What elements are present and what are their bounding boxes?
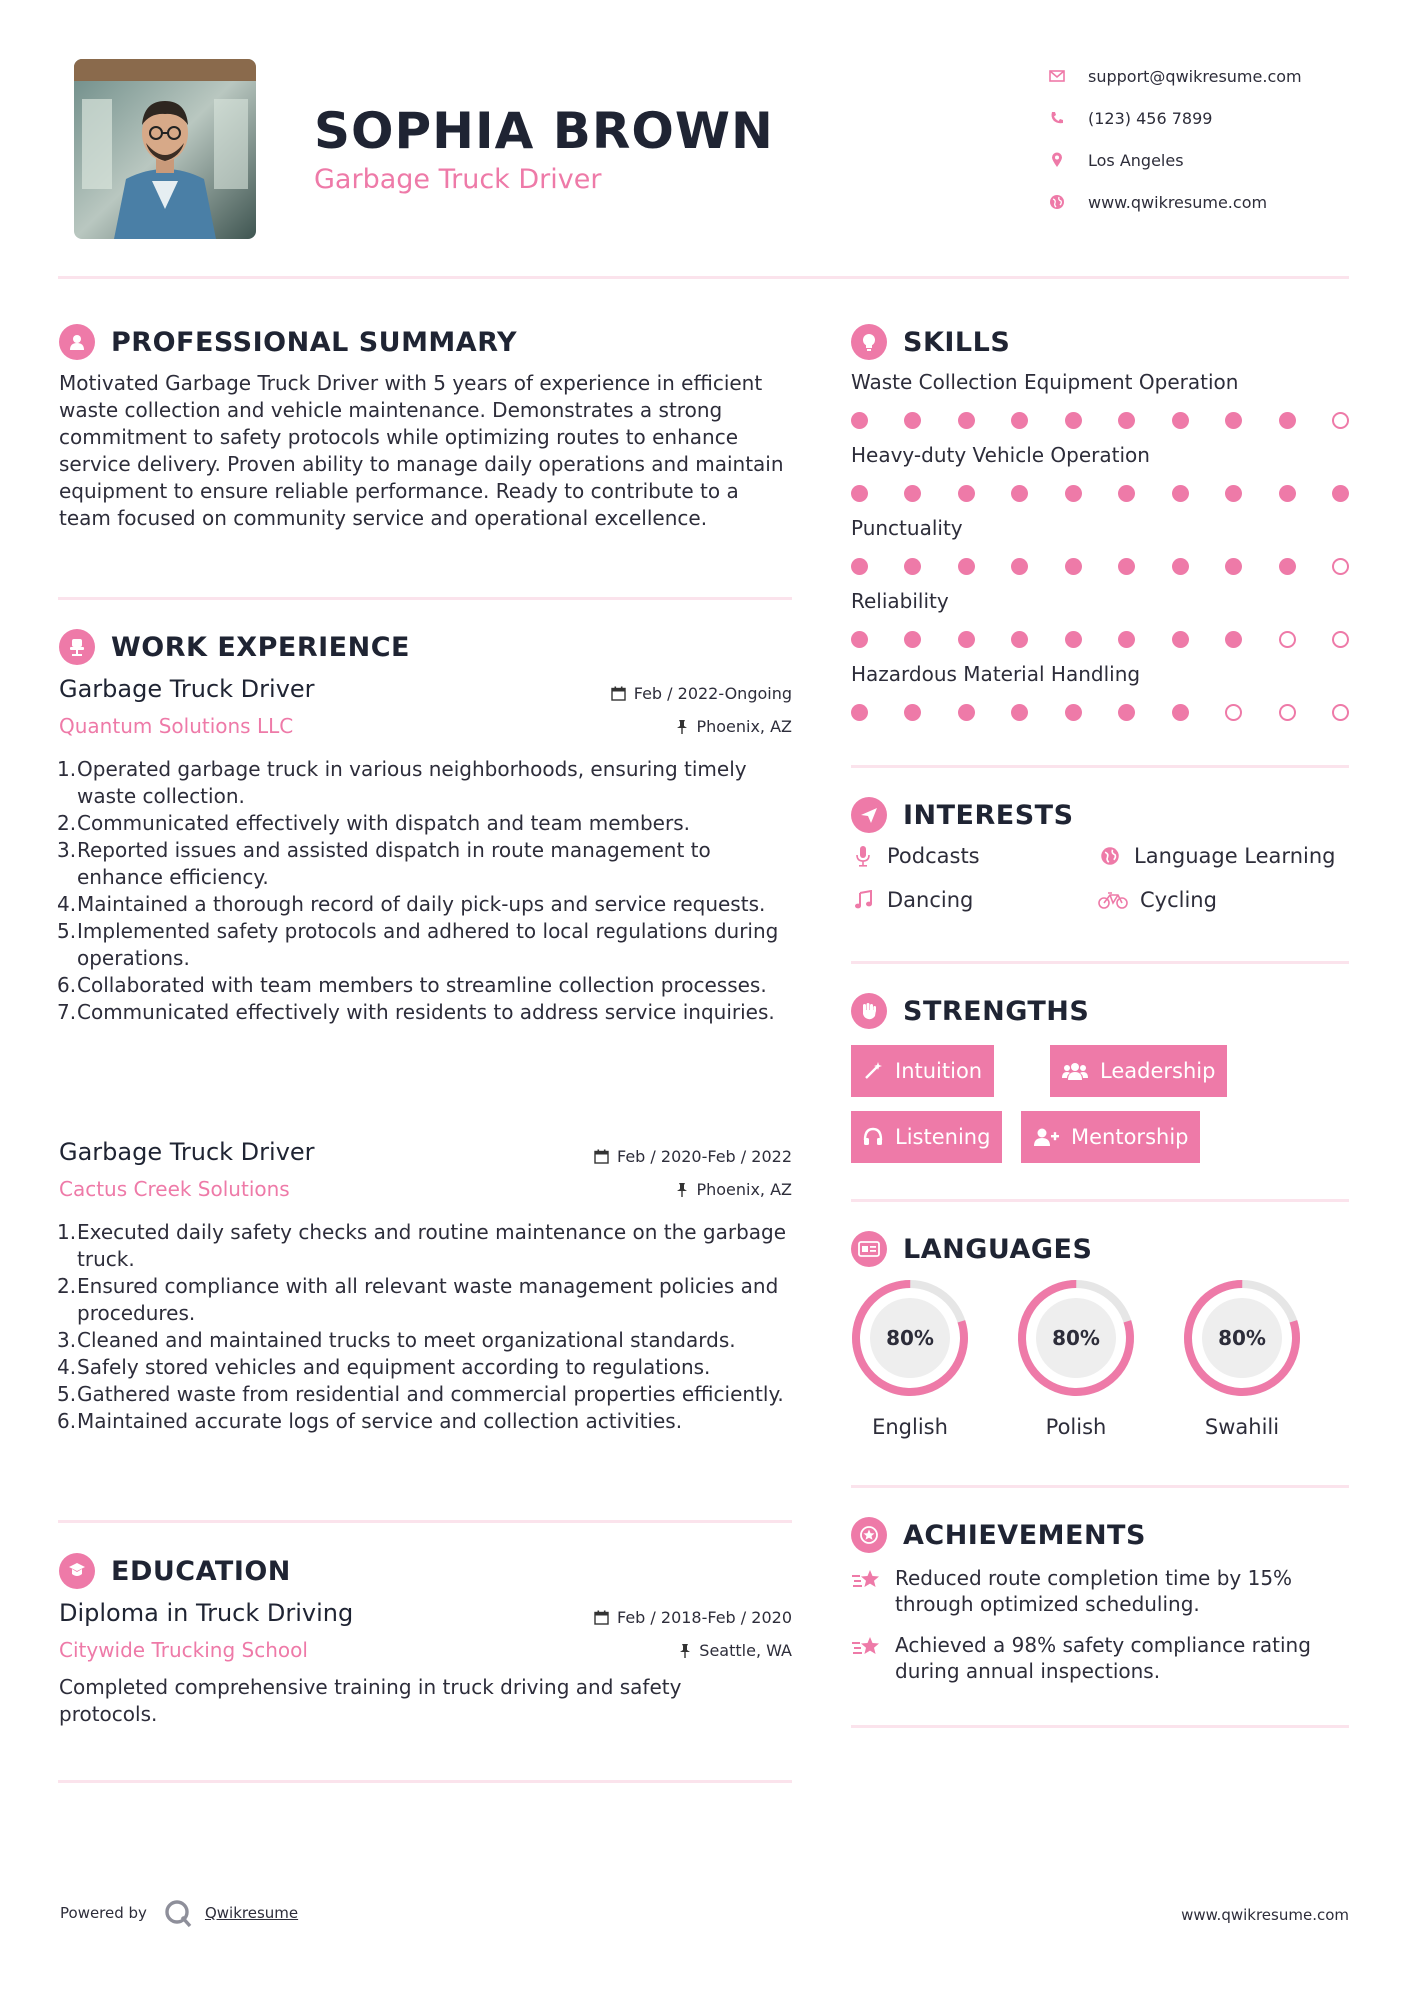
contact-phone[interactable] bbox=[1048, 97, 1378, 139]
education-location bbox=[679, 1641, 792, 1660]
job-location bbox=[676, 717, 792, 736]
powered-by-label: Powered by bbox=[60, 1904, 147, 1922]
contact-website-text: www.qwikresume.com bbox=[1088, 192, 1268, 212]
education-divider bbox=[58, 1780, 792, 1783]
rating-dot-filled bbox=[1279, 412, 1296, 429]
job-dates-text: Feb / 2020-Feb / 2022 bbox=[617, 1147, 792, 1166]
list-item: 2. Ensured compliance with all relevant waste management policies and procedures. bbox=[57, 1274, 779, 1325]
rating-dot-filled bbox=[1118, 485, 1135, 502]
language-percent: 80% bbox=[1218, 1326, 1266, 1350]
language-percent: 80% bbox=[886, 1326, 934, 1350]
achievement-item bbox=[851, 1632, 1351, 1684]
interest-item bbox=[851, 844, 980, 868]
language-name: English bbox=[872, 1415, 948, 1439]
skills-title: SKILLS bbox=[903, 326, 1011, 358]
job-responsibilities bbox=[59, 756, 799, 1026]
globe-icon bbox=[1098, 846, 1122, 866]
paper-plane-icon bbox=[851, 797, 887, 833]
candidate-name: SOPHIA BROWN bbox=[314, 102, 774, 160]
magic-wand-icon bbox=[863, 1061, 883, 1081]
education-dates bbox=[594, 1608, 792, 1627]
map-pin-icon bbox=[1048, 151, 1066, 169]
rating-dot-filled bbox=[851, 485, 868, 502]
rating-dot-filled bbox=[1011, 485, 1028, 502]
rating-dot-filled bbox=[904, 412, 921, 429]
list-item: 6. Collaborated with team members to streamline collection processes. bbox=[57, 973, 767, 997]
music-note-icon bbox=[851, 890, 875, 910]
id-card-icon bbox=[851, 1231, 887, 1267]
rating-dot-filled bbox=[958, 631, 975, 648]
job-dates bbox=[611, 684, 792, 703]
rating-dot-filled bbox=[1011, 412, 1028, 429]
skill-name: Hazardous Material Handling bbox=[851, 662, 1141, 686]
experience-title: WORK EXPERIENCE bbox=[111, 631, 410, 663]
list-item: 2. Communicated effectively with dispatch and team members. bbox=[57, 811, 690, 835]
job-company: Cactus Creek Solutions bbox=[59, 1177, 290, 1201]
list-item: 5. Gathered waste from residential and commercial properties efficiently. bbox=[57, 1382, 784, 1406]
graduate-icon bbox=[59, 1553, 95, 1589]
list-item: 3. Cleaned and maintained trucks to meet organizational standards. bbox=[57, 1328, 736, 1352]
rating-dot-filled bbox=[904, 631, 921, 648]
rating-dot-filled bbox=[1011, 558, 1028, 575]
experience-heading bbox=[59, 629, 410, 665]
users-icon bbox=[1062, 1061, 1088, 1081]
rating-dot-filled bbox=[1225, 631, 1242, 648]
skill-name: Waste Collection Equipment Operation bbox=[851, 370, 1239, 394]
languages-divider bbox=[851, 1485, 1349, 1488]
skill-rating bbox=[851, 412, 1349, 429]
star-badge-icon bbox=[851, 1517, 887, 1553]
rating-dot-empty bbox=[1332, 558, 1349, 575]
rating-dot-filled bbox=[1172, 704, 1189, 721]
job-title: Garbage Truck Driver bbox=[59, 675, 315, 703]
language-name: Swahili bbox=[1204, 1415, 1280, 1439]
rating-dot-filled bbox=[851, 704, 868, 721]
rating-dot-filled bbox=[904, 485, 921, 502]
skill-row bbox=[851, 662, 1351, 721]
rating-dot-empty bbox=[1225, 704, 1242, 721]
interest-label: Dancing bbox=[887, 888, 974, 912]
language-item bbox=[1015, 1277, 1137, 1439]
language-ring bbox=[849, 1277, 971, 1399]
contact-website[interactable] bbox=[1048, 181, 1378, 223]
skill-row bbox=[851, 516, 1351, 575]
job-company: Quantum Solutions LLC bbox=[59, 714, 294, 738]
summary-text: Motivated Garbage Truck Driver with 5 years of experience in efficient waste collection and vehicle maintenance. Demonstrates a strong commitment to safety protocols while optimizing routes to enhance service delivery. Proven ability to manage daily operations and maintain equipment to ensure reliable performance. Ready to contribute to a team focused on community service and operational excellence. bbox=[59, 371, 784, 530]
summary-divider bbox=[58, 597, 792, 600]
contact-email-text: support@qwikresume.com bbox=[1088, 66, 1302, 86]
list-item: 5. Implemented safety protocols and adhered to local regulations during operations. bbox=[57, 919, 779, 970]
list-item: 6. Maintained accurate logs of service and collection activities. bbox=[57, 1409, 683, 1433]
rating-dot-filled bbox=[1118, 412, 1135, 429]
list-item: 3. Reported issues and assisted dispatch in route management to enhance efficiency. bbox=[57, 838, 711, 889]
rating-dot-filled bbox=[1172, 558, 1189, 575]
footer-website[interactable]: www.qwikresume.com bbox=[1181, 1906, 1349, 1924]
calendar-icon bbox=[594, 1610, 609, 1625]
rating-dot-filled bbox=[851, 412, 868, 429]
strength-chip bbox=[851, 1111, 1002, 1163]
rating-dot-filled bbox=[1172, 412, 1189, 429]
skill-row bbox=[851, 443, 1351, 502]
job-location-text: Phoenix, AZ bbox=[696, 1180, 792, 1199]
bicycle-icon bbox=[1098, 891, 1128, 909]
rating-dot-filled bbox=[1065, 412, 1082, 429]
user-plus-icon bbox=[1033, 1127, 1059, 1147]
rating-dot-filled bbox=[1118, 558, 1135, 575]
pushpin-icon bbox=[676, 719, 688, 734]
lightbulb-icon bbox=[851, 324, 887, 360]
interests-title: INTERESTS bbox=[903, 799, 1074, 831]
strength-chip bbox=[1050, 1045, 1227, 1097]
list-item: 4. Maintained a thorough record of daily pick-ups and service requests. bbox=[57, 892, 766, 916]
languages-title: LANGUAGES bbox=[903, 1233, 1093, 1265]
skill-rating bbox=[851, 631, 1349, 648]
language-name: Polish bbox=[1045, 1415, 1107, 1439]
education-title: EDUCATION bbox=[111, 1555, 291, 1587]
fist-icon bbox=[851, 993, 887, 1029]
rating-dot-filled bbox=[958, 558, 975, 575]
qwikresume-link[interactable]: Qwikresume bbox=[204, 1904, 299, 1922]
pushpin-icon bbox=[676, 1182, 688, 1197]
contact-email[interactable] bbox=[1048, 55, 1378, 97]
school-name: Citywide Trucking School bbox=[59, 1638, 308, 1662]
rating-dot-filled bbox=[958, 412, 975, 429]
footer-powered-by bbox=[60, 1898, 298, 1928]
rating-dot-empty bbox=[1279, 704, 1296, 721]
interest-item bbox=[851, 888, 973, 912]
rating-dot-filled bbox=[1225, 412, 1242, 429]
interest-label: Cycling bbox=[1140, 888, 1217, 912]
rating-dot-filled bbox=[1225, 558, 1242, 575]
education-location-text: Seattle, WA bbox=[699, 1641, 792, 1660]
languages-heading bbox=[851, 1231, 1092, 1267]
rating-dot-filled bbox=[1011, 704, 1028, 721]
language-percent: 80% bbox=[1052, 1326, 1100, 1350]
strength-chip bbox=[1021, 1111, 1200, 1163]
job-dates-text: Feb / 2022-Ongoing bbox=[633, 684, 792, 703]
contact-location-text: Los Angeles bbox=[1088, 150, 1184, 170]
interests-divider bbox=[851, 961, 1349, 964]
shooting-star-icon bbox=[851, 1565, 883, 1617]
rating-dot-filled bbox=[851, 558, 868, 575]
user-icon bbox=[59, 324, 95, 360]
calendar-icon bbox=[611, 686, 626, 701]
rating-dot-filled bbox=[958, 704, 975, 721]
education-dates-text: Feb / 2018-Feb / 2020 bbox=[617, 1608, 792, 1627]
pushpin-icon bbox=[679, 1643, 691, 1658]
skill-row bbox=[851, 589, 1351, 648]
skill-name: Heavy-duty Vehicle Operation bbox=[851, 443, 1150, 467]
interests-heading bbox=[851, 797, 1074, 833]
skill-row bbox=[851, 370, 1351, 429]
job-dates bbox=[594, 1147, 792, 1166]
achievements-divider bbox=[851, 1725, 1349, 1728]
achievement-text: Reduced route completion time by 15% through optimized scheduling. bbox=[895, 1566, 1293, 1616]
job-location-text: Phoenix, AZ bbox=[696, 717, 792, 736]
calendar-icon bbox=[594, 1149, 609, 1164]
strengths-heading bbox=[851, 993, 1089, 1029]
rating-dot-filled bbox=[1065, 631, 1082, 648]
contact-phone-text: (123) 456 7899 bbox=[1088, 108, 1213, 128]
rating-dot-empty bbox=[1332, 412, 1349, 429]
strength-label: Listening bbox=[895, 1125, 991, 1149]
skill-name: Reliability bbox=[851, 589, 949, 613]
rating-dot-filled bbox=[1118, 631, 1135, 648]
rating-dot-filled bbox=[1065, 485, 1082, 502]
strength-label: Mentorship bbox=[1071, 1125, 1189, 1149]
strength-chip bbox=[851, 1045, 994, 1097]
qwikresume-logo-icon bbox=[163, 1898, 193, 1928]
interest-label: Podcasts bbox=[887, 844, 980, 868]
profile-photo bbox=[74, 59, 256, 239]
rating-dot-filled bbox=[904, 704, 921, 721]
rating-dot-empty bbox=[1279, 631, 1296, 648]
shooting-star-icon bbox=[851, 1632, 883, 1684]
list-item: 7. Communicated effectively with residents to address service inquiries. bbox=[57, 1000, 775, 1024]
rating-dot-empty bbox=[1332, 704, 1349, 721]
strength-label: Leadership bbox=[1100, 1059, 1216, 1083]
language-ring bbox=[1015, 1277, 1137, 1399]
strength-label: Intuition bbox=[895, 1059, 983, 1083]
candidate-role: Garbage Truck Driver bbox=[314, 164, 602, 195]
skills-heading bbox=[851, 324, 1010, 360]
list-item: 1. Executed daily safety checks and routine maintenance on the garbage truck. bbox=[57, 1220, 787, 1271]
rating-dot-filled bbox=[1011, 631, 1028, 648]
interest-item bbox=[1098, 844, 1335, 868]
strengths-title: STRENGTHS bbox=[903, 995, 1090, 1027]
strengths-divider bbox=[851, 1199, 1349, 1202]
rating-dot-filled bbox=[1065, 704, 1082, 721]
achievement-text: Achieved a 98% safety compliance rating during annual inspections. bbox=[895, 1633, 1311, 1683]
achievements-heading bbox=[851, 1517, 1146, 1553]
experience-divider bbox=[58, 1520, 792, 1523]
skill-rating bbox=[851, 558, 1349, 575]
rating-dot-filled bbox=[1172, 631, 1189, 648]
list-item: 1. Operated garbage truck in various neighborhoods, ensuring timely waste collection. bbox=[57, 757, 747, 808]
contact-location bbox=[1048, 139, 1378, 181]
summary-title: PROFESSIONAL SUMMARY bbox=[111, 326, 518, 358]
degree-title: Diploma in Truck Driving bbox=[59, 1599, 354, 1627]
language-item bbox=[1181, 1277, 1303, 1439]
rating-dot-filled bbox=[904, 558, 921, 575]
job-location bbox=[676, 1180, 792, 1199]
summary-heading bbox=[59, 324, 517, 360]
rating-dot-filled bbox=[1279, 558, 1296, 575]
rating-dot-filled bbox=[1332, 485, 1349, 502]
rating-dot-empty bbox=[1332, 631, 1349, 648]
globe-icon bbox=[1048, 193, 1066, 211]
list-item: 4. Safely stored vehicles and equipment according to regulations. bbox=[57, 1355, 711, 1379]
chair-icon bbox=[59, 629, 95, 665]
microphone-icon bbox=[851, 845, 875, 867]
skill-rating bbox=[851, 704, 1349, 721]
rating-dot-filled bbox=[851, 631, 868, 648]
rating-dot-filled bbox=[1172, 485, 1189, 502]
achievements-title: ACHIEVEMENTS bbox=[903, 1519, 1146, 1551]
education-description: Completed comprehensive training in truck driving and safety protocols. bbox=[59, 1675, 682, 1726]
rating-dot-filled bbox=[1118, 704, 1135, 721]
phone-icon bbox=[1048, 109, 1066, 127]
interest-label: Language Learning bbox=[1134, 844, 1336, 868]
skills-divider bbox=[851, 765, 1349, 768]
contact-list bbox=[1048, 55, 1378, 223]
achievement-item bbox=[851, 1565, 1351, 1617]
language-item bbox=[849, 1277, 971, 1439]
job-title: Garbage Truck Driver bbox=[59, 1138, 315, 1166]
rating-dot-filled bbox=[1065, 558, 1082, 575]
education-heading bbox=[59, 1553, 291, 1589]
header-divider bbox=[58, 276, 1349, 279]
job-responsibilities bbox=[59, 1219, 799, 1435]
language-ring bbox=[1181, 1277, 1303, 1399]
skill-name: Punctuality bbox=[851, 516, 963, 540]
headphones-icon bbox=[863, 1127, 883, 1147]
rating-dot-filled bbox=[1279, 485, 1296, 502]
envelope-icon bbox=[1048, 67, 1066, 85]
rating-dot-filled bbox=[958, 485, 975, 502]
skill-rating bbox=[851, 485, 1349, 502]
rating-dot-filled bbox=[1225, 485, 1242, 502]
interest-item bbox=[1098, 888, 1217, 912]
